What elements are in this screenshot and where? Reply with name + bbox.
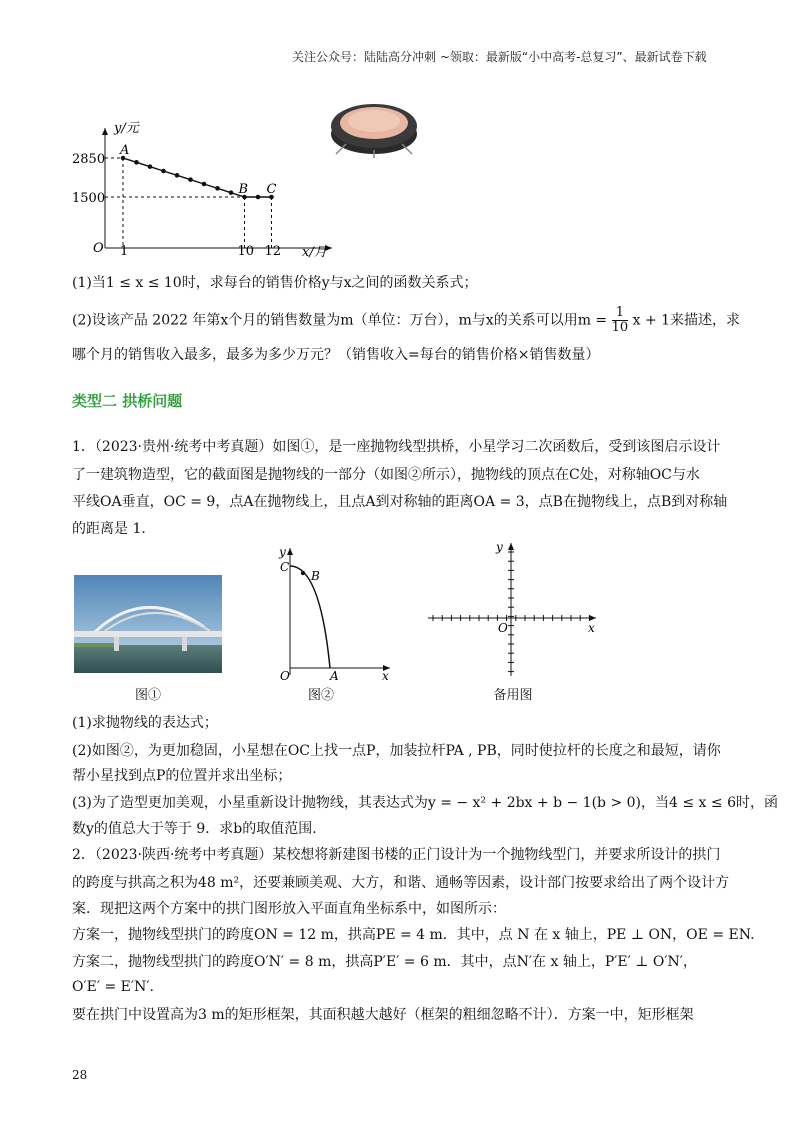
problem1-line1: 1．（2023·贵州·统考中考真题）如图①，是一座抛物线型拱桥，小星学习二次函数后，受到该图启示设计 [72, 439, 721, 455]
figure3-caption: 备用图 [493, 688, 533, 703]
bridge-photo [74, 575, 222, 673]
y-tick-label-2850: 2850 [72, 152, 106, 167]
fig2-parabola-curve [290, 566, 330, 668]
fig3-y-label: y [496, 540, 503, 554]
fig2-x-label: x [382, 669, 389, 683]
fig3-x-label: x [588, 621, 595, 635]
data-point-8 [215, 186, 220, 191]
data-point-2 [134, 160, 139, 165]
x-tick-label-10: 10 [237, 244, 255, 259]
robot-vacuum-image [326, 96, 422, 158]
fraction [612, 306, 629, 335]
problem1-line3: 平线OA垂直，OC = 9，点A在抛物线上，且点A到对称轴的距离OA = 3，点B在抛物线上，点B到对称轴 [72, 494, 728, 510]
fraction-denominator: 10 [611, 320, 629, 335]
y-axis-label: y/元 [114, 121, 139, 136]
fig2-y-label: y [279, 545, 286, 559]
spare-coordinate-axes [424, 538, 604, 678]
fig2-label-b: B [311, 569, 320, 583]
fig3-origin-label: O [498, 621, 508, 635]
prev-question-2-cont: 哪个月的销售收入最多，最多为多少万元？（销售收入=每台的销售价格×销售数量） [72, 347, 600, 363]
problem2-line4: 方案一，抛物线型拱门的跨度ON = 12 m，拱高PE = 4 m．其中，点 N 在 x 轴上，PE ⊥ ON，OE = EN. [72, 927, 755, 943]
price-series-line [123, 158, 272, 197]
y-axis-arrow [102, 128, 108, 135]
problem2-line2: 的跨度与拱高之积为48 m²，还要兼顾美观、大方，和谐、通畅等因素，设计部门按要求给出了两个设计方 [72, 875, 730, 891]
point-label-a: A [120, 143, 130, 158]
fig2-point-b [301, 571, 305, 575]
prev-question-2-part-b: x + 1来描述，求 [632, 312, 741, 329]
problem2-line1: 2．（2023·陕西·统考中考真题）某校想将新建图书楼的正门设计为一个抛物线型门，并要求所设计的拱门 [72, 847, 721, 863]
point-label-b: B [238, 182, 249, 197]
x-axis-label: x/月 [302, 245, 327, 260]
data-point-11 [256, 195, 261, 200]
problem2-line6: O′E′ = E′N′. [72, 979, 154, 995]
page-header: 关注公众号：陆陆高分冲刺 ~领取：最新版“小中高考-总复习”、最新试卷下载 [292, 50, 707, 64]
data-point-9 [229, 190, 234, 195]
problem2-line3: 案．现把这两个方案中的拱门图形放入平面直角坐标系中，如图所示： [72, 901, 506, 917]
problem1-q3-line1: (3)为了造型更加美观，小星重新设计抛物线，其表达式为y = − x² + 2bx + b − 1(b > 0)，当4 ≤ x ≤ 6时，函 [72, 795, 778, 811]
point-label-c: C [266, 182, 277, 197]
data-point-6 [188, 177, 193, 182]
fig2-label-a: A [330, 669, 339, 683]
problem2-line5: 方案二，抛物线型拱门的跨度O′N′ = 8 m，拱高P′E′ = 6 m．其中，点N′在 x 轴上，P′E′ ⊥ O′N′， [72, 954, 697, 970]
parabola-figure [266, 540, 396, 685]
x-tick-label-1: 1 [120, 244, 129, 259]
figure1-caption: 图① [134, 688, 161, 703]
problem1-q3-line2: 数y的值总大于等于 9．求b的取值范围. [72, 821, 317, 837]
problem1-line2: 了一建筑物造型，它的截面图是抛物线的一部分（如图②所示），抛物线的顶点在C处，对称轴OC与水 [72, 467, 700, 483]
fig2-origin-label: O [280, 669, 290, 683]
prev-question-2 [72, 306, 740, 335]
y-tick-label-1500: 1500 [72, 191, 106, 206]
prev-question-1: (1)当1 ≤ x ≤ 10时，求每台的销售价格y与x之间的函数关系式； [72, 275, 478, 291]
section-title: 类型二 拱桥问题 [72, 392, 183, 410]
problem1-line4: 的距离是 1. [72, 521, 146, 537]
prev-question-2-part-a: (2)设该产品 2022 年第x个月的销售数量为m（单位：万台），m与x的关系可以用m = [72, 312, 608, 329]
data-point-4 [161, 169, 166, 174]
price-chart [70, 118, 340, 263]
data-point-7 [202, 182, 207, 187]
fraction-numerator: 1 [612, 306, 629, 321]
data-point-5 [175, 173, 180, 178]
x-tick-label-12: 12 [264, 244, 282, 259]
figure2-caption: 图② [307, 688, 334, 703]
origin-label: O [93, 241, 104, 256]
problem1-q2-line2: 帮小星找到点P的位置并求出坐标； [72, 768, 292, 784]
problem1-q1: (1)求抛物线的表达式； [72, 715, 218, 731]
fig2-y-axis-arrow [287, 548, 293, 555]
data-point-3 [148, 164, 153, 169]
page-number: 28 [72, 1068, 88, 1082]
fig3-y-axis-arrow [508, 543, 514, 550]
fig2-label-c: C [280, 560, 290, 574]
problem1-q2-line1: (2)如图②，为更加稳固，小星想在OC上找一点P，加装拉杆PA , PB，同时使拉杆的长度之和最短，请你 [72, 743, 721, 759]
problem2-line7: 要在拱门中设置高为3 m的矩形框架，其面积越大越好（框架的粗细忽略不计）．方案一中，矩形框架 [72, 1007, 694, 1023]
